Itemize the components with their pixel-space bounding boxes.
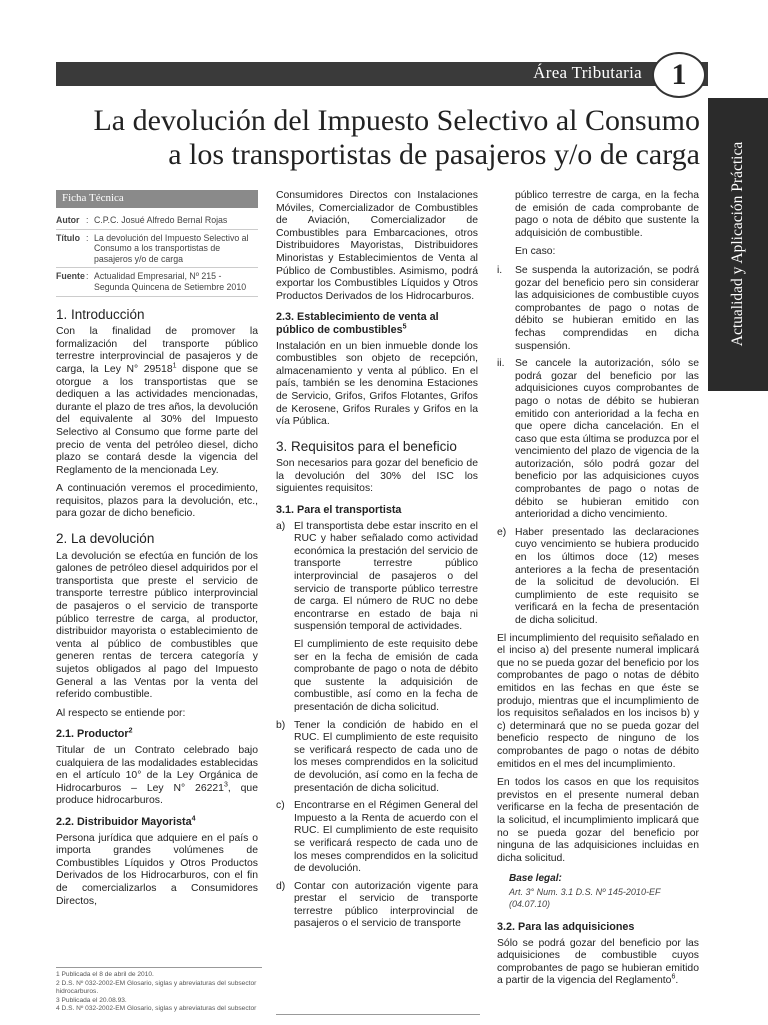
list-item: d) Contar con autorización vigente para prestar el servicio de transporte terrestre público interprovincial de pasajeros o el servicio de transporte <box>276 880 478 930</box>
title-line-1: La devolución del Impuesto Selectivo al Consumo <box>93 104 700 137</box>
paragraph: Titular de un Contrato celebrado bajo cualquiera de las modalidades establecidas en el artículo 10° de la Ley Orgánica de Hidrocarburos – Ley N° 26221$^3$, que produce hidrocarburos. <box>56 744 258 807</box>
column-2 <box>276 190 478 936</box>
footnote: 4 D.S. Nº 032-2002-EM Glosario, siglas y abreviaturas del subsector <box>56 1005 257 1013</box>
list-item: i. Se suspenda la autorización, se podrá gozar del beneficio pero sin considerar las adquisiciones de combustible cuyos comprobantes de pago o notas de débito se hubieran emitido en las fechas comprendidas en dicha suspensión. <box>497 264 699 352</box>
paragraph: Consumidores Directos con Instalaciones Móviles, Comercializador de Combustibles de Aviación, Comercializador de Combustibles para Embarcaciones, otros Distribuidores Mayoristas, Distribuidores Minoristas y Establecimientos de Venta al Público de Combustibles. Asimismo, podrá exportar los Combustibles Líquidos y Otros Productos Derivados de los Hidrocarburos. <box>276 190 478 302</box>
paragraph: El incumplimiento del requisito señalado en el inciso a) del presente numeral implicará que no se pueda gozar del beneficio por los comprobantes de pago o notas de débito emitidos en las fechas en que éste se produjo, mientras que el incumplimiento de los requisitos señalados en los incisos b) y c) determinará que no se pueda gozar del beneficio respecto de ninguno de los comprobantes de pago o notas de débito emitidos en el mes del incumplimiento. <box>497 632 699 770</box>
section-header-bar <box>56 62 708 86</box>
heading-requisitos: 3. Requisitos para el beneficio <box>276 438 457 454</box>
title-line-2: a los transportistas de pasajeros y/o de carga <box>168 138 700 171</box>
ficha-row-author: Autor : C.P.C. Josué Alfredo Bernal Rojas <box>56 212 258 230</box>
article-title <box>60 104 700 172</box>
column-1 <box>56 190 258 914</box>
paragraph: Sólo se podrá gozar del beneficio por las adquisiciones de combustible cuyos comprobantes de pago se hubieran emitido a partir de la vigencia del Reglamento$^6$. <box>497 937 699 987</box>
list-item: El cumplimiento de este requisito debe ser en la fecha de emisión de cada comprobante de pago o nota de débito que sustente la adquisición de combustible, así como en la fecha de presentación de dicha solicitud. <box>294 639 478 713</box>
ficha-row-title: Título : La devolución del Impuesto Selectivo al Consumo a los transportistas de pasajeros y/o de carga <box>56 230 258 269</box>
paragraph: Con la finalidad de promover la formalización del transporte público terrestre interprovincial de pasajeros y de carga, la Ley N° 29518$^1$ dispone que se otorgue a los transportistas que se dediquen a las actividades mencionadas, durante el plazo de tres años, la devolución del equivalente al 30% del Impuesto Selectivo al Consumo que forme parte del precio de venta del petróleo diesel, dicho plazo se contará desde la vigencia del Reglamento de la mencionada Ley. <box>56 326 258 476</box>
ficha-value: La devolución del Impuesto Selectivo al Consumo a los transportistas de pasajeros y/o de carga <box>94 232 249 264</box>
heading-distribuidor: 2.2. Distribuidor Mayorista$^4$ <box>56 815 196 828</box>
paragraph: A continuación veremos el procedimiento, requisitos, plazos para la devolución, etc., para gozar de dicho beneficio. <box>56 483 258 520</box>
section-number-badge: 1 <box>652 52 706 98</box>
heading-introduccion: 1. Introducción <box>56 306 145 322</box>
heading-adquisiciones: 3.2. Para las adquisiciones <box>497 921 635 934</box>
paragraph: La devolución se efectúa en función de los galones de petróleo diesel adquiridos por el transportista que preste el servicio de transporte terrestre público interprovincial de pasajeros o el servicio de transporte público terrestre de carga, al productor, distribuidor mayorista o establecimiento de venta al público de combustibles que generen rentas de tercera categoría y sujetos obligados al pago del Impuesto General a las Ventas por la venta del referido combustible. <box>56 550 258 701</box>
paragraph: Son necesarios para gozar del beneficio de la devolución del 30% del ISC los siguientes requisitos: <box>276 458 478 495</box>
heading-devolucion: 2. La devolución <box>56 531 155 547</box>
ficha-key: Título <box>56 232 80 243</box>
footnote: 3 Publicada el 20.08.93. <box>56 996 127 1004</box>
side-tab-label: Actualidad y Aplicación Práctica <box>729 141 746 347</box>
base-legal-value: Art. 3° Num. 3.1 D.S. Nº 145-2010-EF (04.07.10) <box>509 886 661 910</box>
paragraph: En todos los casos en que los requisitos previstos en el presente numeral deban verificarse en la fecha de presentación de la solicitud, el incumplimiento implicará que no se pueda gozar del beneficio por ninguna de las adquisiciones incluidas en dicha solicitud. <box>497 777 699 864</box>
paragraph: En caso: <box>515 246 556 258</box>
footnote: 2 D.S. Nº 032-2002-EM Glosario, siglas y abreviaturas del subsector <box>56 979 257 987</box>
footnote: 1 Publicada el 8 de abril de 2010. <box>56 971 154 978</box>
ficha-key: Autor <box>56 215 80 225</box>
column-3 <box>497 190 699 994</box>
base-legal-label: Base legal: <box>509 873 562 885</box>
base-legal <box>509 873 699 911</box>
heading-establecimiento: 2.3. Establecimiento de venta al público de combustibles$^5$ <box>276 311 439 336</box>
ficha-key: Fuente <box>56 271 85 282</box>
list-item: ii. Se cancele la autorización, sólo se podrá gozar del beneficio por las adquisiciones cuyos comprobantes de pago o notas de débito se hubieran emitido con anterioridad a la fecha en que opere dicha cancelación. En el caso que esta última se produzca por el vencimiento del plazo de vigencia de la autorización, sólo podrá gozar del beneficio por las adquisiciones cuyos comprobantes de pago o notas de débito se hubieran emitido con anterioridad a dicho vencimiento. <box>497 358 699 521</box>
ficha-value: C.P.C. Josué Alfredo Bernal Rojas <box>94 215 228 225</box>
requirements-list-cont <box>497 527 699 628</box>
side-tab <box>708 98 768 391</box>
heading-transportista: 3.1. Para el transportista <box>276 504 402 517</box>
ficha-value: Actualidad Empresarial, Nº 215 - Segunda Quincena de Setiembre 2010 <box>94 271 247 292</box>
ficha-heading: Ficha Técnica <box>56 190 258 208</box>
requirements-list <box>276 521 478 931</box>
paragraph: público terrestre de carga, en la fecha de emisión de cada comprobante de pago o nota de débito que sustente la adquisición de combustible. <box>515 190 699 239</box>
footnotes <box>56 967 262 1014</box>
list-item: b) Tener la condición de habido en el RUC. El cumplimiento de este requisito se verificará respecto de cada uno de los meses comprendidos en la solicitud de devolución, así como en la fecha de presentación de dicha solicitud. <box>276 719 478 794</box>
paragraph: Persona jurídica que adquiere en el país o importa grandes volúmenes de Combustibles Líquidos y Otros Productos Derivados de los Hidrocarburos, con el fin de comercializarlos a Consumidores Directos, <box>56 832 258 907</box>
heading-productor: 2.1. Productor$^2$ <box>56 727 133 741</box>
cases-list <box>497 265 699 522</box>
ficha-row-source: Fuente : Actualidad Empresarial, Nº 215 - Segunda Quincena de Setiembre 2010 <box>56 268 258 296</box>
footnote: hidrocarburos. <box>56 988 99 996</box>
list-item: a) El transportista debe estar inscrito en el RUC y haber señalado como actividad económica la prestación del servicio de transporte terrestre público interprovincial de pasajeros o del servicio de transporte público terrestre de carga. El número de RUC no debe encontrarse en estado de baja ni suspensión temporal de actividades. <box>276 520 478 633</box>
paragraph: Al respecto se entiende por: <box>56 707 186 719</box>
list-item: c) Encontrarse en el Régimen General del Impuesto a la Renta de acuerdo con el RUC. El cumplimiento de este requisito se verificará respecto de cada uno de los meses comprendidos en la solicitud de devolución. <box>276 800 478 875</box>
list-item: e) Haber presentado las declaraciones cuyo vencimiento se hubiera producido en los últimos doce (12) meses anteriores a la fecha de presentación de la solicitud de devolución. El cumplimiento de este requisito se verificará en la fecha de presentación de dicha solicitud. <box>497 526 699 626</box>
footnote-rule <box>276 1014 480 1025</box>
section-label: Área Tributaria <box>533 63 642 82</box>
paragraph: Instalación en un bien inmueble donde los combustibles son objeto de recepción, almacenamiento y venta al público. En el país, también se les denomina Estaciones de Servicio, Grifos, Grifos Flotantes, Grifos de Kerosene, Grifos Rurales y Grifos en la vía Pública. <box>276 340 478 428</box>
